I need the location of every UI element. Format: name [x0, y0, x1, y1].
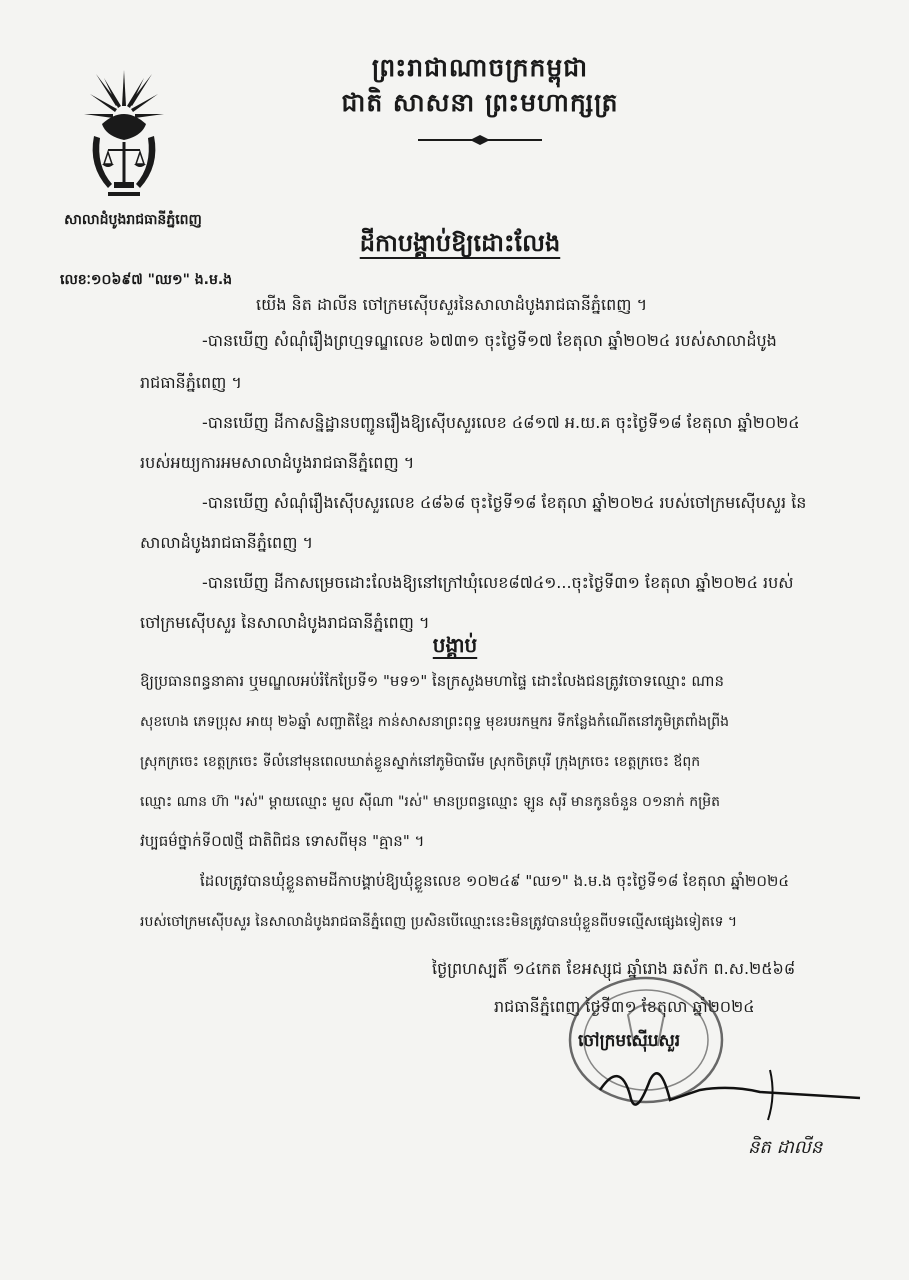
intro-statement: យើង និត ដាលីន ចៅក្រមស៊ើបសួរនៃសាលាដំបូងរាជធានីភ្នំពេញ ។: [256, 295, 648, 314]
order-line: ឱ្យប្រធានពន្ធនាគារ ឬមណ្ឌលអប់រំកែប្រែទី១ "មទ១" នៃក្រសួងមហាផ្ទៃ ដោះលែងជនត្រូវចោទឈ្មោះ ណាន: [140, 672, 725, 690]
recital-line: -បានឃើញ ដីកាសន្និដ្ឋានបញ្ជូនរឿងឱ្យស៊ើបសួរលេខ ៤៨១៧ អ.យ.គ ចុះថ្ងៃទី១៨ ខែតុលា ឆ្នាំ២០២៤: [202, 413, 800, 432]
recital-line: របស់អយ្យការអមសាលាដំបូងរាជធានីភ្នំពេញ ។: [140, 453, 415, 472]
signatory-title: ចៅក្រមស៊ើបសួរ: [578, 1031, 681, 1051]
recital-line: -បានឃើញ សំណុំរឿងព្រហ្មទណ្ឌលេខ ៦៧៣១ ចុះថ្ងៃទី១៧ ខែតុលា ឆ្នាំ២០២៤ របស់សាលាដំបូង: [202, 331, 777, 350]
signatory-name: និត ដាលីន: [748, 1137, 823, 1158]
document-title: ដីកាបង្គាប់ឱ្យដោះលែង: [359, 229, 561, 257]
reference-number: លេខៈ១០៦៩៧ "ឈ១" ង.ម.ង: [60, 272, 233, 288]
order-line: របស់ចៅក្រមស៊ើបសួរ នៃសាលាដំបូងរាជធានីភ្នំពេញ ប្រសិនបើឈ្មោះនេះមិនត្រូវបានឃុំខ្លួនពីបទល្មើសផ្សេងទៀតទេ ។: [140, 914, 738, 930]
order-line: ឈ្មោះ ណាន ហ៊ា "រស់" ម្ដាយឈ្មោះ មួល ស៊ីណា "រស់" មានប្រពន្ធឈ្មោះ ឡូន សុរី មានកូនចំនួន ០១នាក់ កម្រិត: [140, 794, 721, 810]
order-line: ស្រុកក្រចេះ ខេត្តក្រចេះ ទីលំនៅមុនពេលឃាត់ខ្លួនស្នាក់នៅភូមិបារើម ស្រុកចិត្របុរី ក្រុងក្រចេះ ខេត្តក្រចេះ ឪពុក: [140, 754, 701, 770]
order-heading: បង្គាប់: [432, 633, 478, 657]
order-line: ដែលត្រូវបានឃុំខ្លួនតាមដីកាបង្គាប់ឱ្យឃុំខ្លួនលេខ ១០២៤៩ "ឈ១" ង.ម.ង ចុះថ្ងៃទី១៨ ខែតុលា ឆ្នាំ២០២៤: [200, 872, 789, 890]
handwritten-signature: [590, 1050, 870, 1140]
lunar-date: ថ្ងៃព្រហស្បតិ៍ ១៤កេត ខែអស្សុជ ឆ្នាំរោង ឆស័ក ព.ស.២៥៦៨: [432, 959, 796, 978]
national-motto: ជាតិ សាសនា ព្រះមហាក្សត្រ: [341, 88, 619, 117]
recital-line: សាលាដំបូងរាជធានីភ្នំពេញ ។: [140, 533, 314, 552]
recital-line: រាជធានីភ្នំពេញ ។: [140, 373, 242, 392]
recital-line: -បានឃើញ ដីកាសម្រេចដោះលែងឱ្យនៅក្រៅឃុំលេខ៨៧៤១...ចុះថ្ងៃទី៣១ ខែតុលា ឆ្នាំ២០២៤ របស់: [202, 573, 794, 592]
court-emblem: [82, 66, 166, 206]
solar-date: រាជធានីភ្នំពេញ ថ្ងៃទី៣១ ខែតុលា ឆ្នាំ២០២៤: [494, 997, 755, 1016]
ornamental-divider: [418, 134, 542, 146]
kingdom-header: [330, 50, 630, 120]
court-name: សាលាដំបូងរាជធានីភ្នំពេញ: [64, 212, 202, 228]
order-line: វប្បធម៌ថ្នាក់ទី០៧ថ្មី ជាតិពិជន ទោសពីមុន "គ្មាន" ។: [140, 832, 425, 850]
recital-line: ចៅក្រមស៊ើបសួរ នៃសាលាដំបូងរាជធានីភ្នំពេញ ។: [140, 613, 430, 632]
recital-line: -បានឃើញ សំណុំរឿងស៊ើបសួរលេខ ៤៨៦៨ ចុះថ្ងៃទី១៨ ខែតុលា ឆ្នាំ២០២៤ របស់ចៅក្រមស៊ើបសួរ នៃ: [202, 493, 807, 512]
kingdom-title: ព្រះរាជាណាចក្រកម្ពុជា: [371, 53, 589, 82]
order-line: សុខហេង ភេទប្រុស អាយុ ២៦ឆ្នាំ សញ្ជាតិខ្មែរ កាន់សាសនាព្រះពុទ្ធ មុខរបរកម្មករ ទីកន្លែងកំណើតនៅភូមិត្រពាំងព្រីង: [140, 714, 729, 730]
